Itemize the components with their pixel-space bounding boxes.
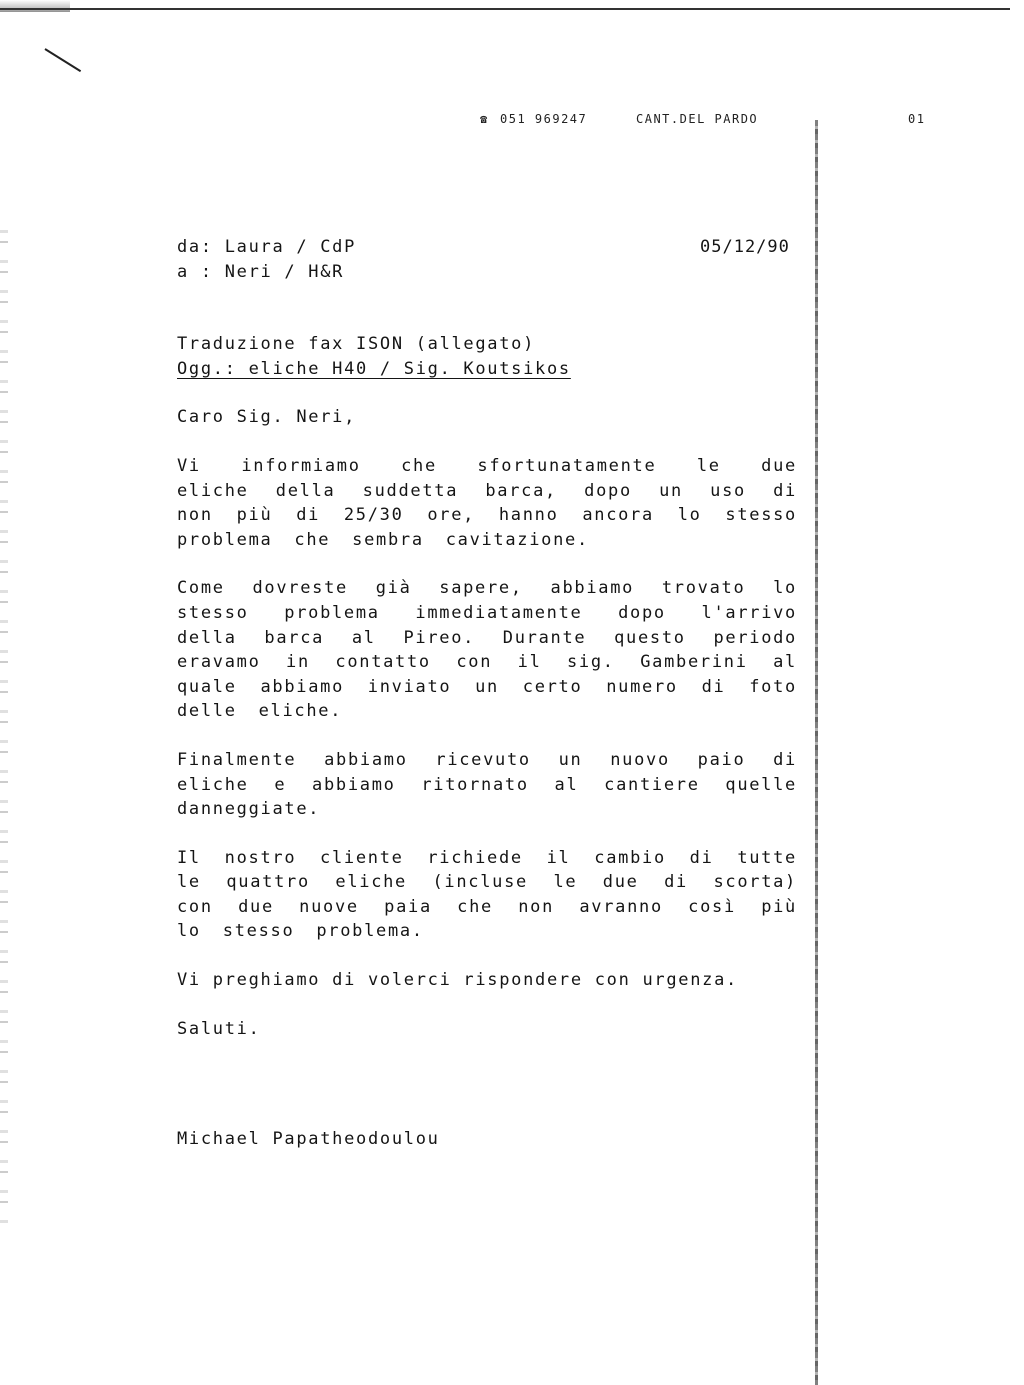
to-line: a : Neri / H&R xyxy=(177,261,345,282)
subject-block xyxy=(177,332,797,381)
paragraph-3: Finalmente abbiamo ricevuto un nuovo paio di eliche e abbiamo ritornato al cantiere quelle danneggiate. xyxy=(177,749,797,820)
salutation: Caro Sig. Neri, xyxy=(177,407,357,428)
scan-edge-left xyxy=(0,230,8,1230)
phone-icon: ☎ xyxy=(480,112,489,126)
paragraph-1: Vi informiamo che sfortunatamente le due eliche della suddetta barca, dopo un uso di non più di 25/30 ore, hanno ancora lo stesso problema che sembra cavitazione. xyxy=(177,455,797,550)
fax-page-number: 01 xyxy=(908,112,926,126)
scan-mark xyxy=(44,48,81,72)
subject-title: Traduzione fax ISON (allegato) xyxy=(177,334,536,355)
scan-edge-right xyxy=(815,120,818,1385)
closing: Saluti. xyxy=(177,1018,261,1039)
fax-top-rule xyxy=(0,8,1010,10)
fax-sender-name: CANT.DEL PARDO xyxy=(636,112,759,126)
from-line: da: Laura / CdP xyxy=(177,237,357,257)
subject-object: Ogg.: eliche H40 / Sig. Koutsikos xyxy=(177,358,571,379)
letter-date: 05/12/90 xyxy=(700,237,790,257)
letter-body xyxy=(177,235,797,1152)
paragraph-4: Il nostro cliente richiede il cambio di tutte le quattro eliche (incluse le due di scorta) con due nuove paia che non avranno così più lo stesso problema. xyxy=(177,847,797,942)
address-block xyxy=(177,235,797,284)
scan-artifact-top-left xyxy=(0,0,70,12)
signature-name: Michael Papatheodoulou xyxy=(177,1129,440,1150)
closing-request: Vi preghiamo di volerci rispondere con urgenza. xyxy=(177,970,738,991)
fax-phone-number: 051 969247 xyxy=(500,112,588,126)
paragraph-2: Come dovreste già sapere, abbiamo trovato lo stesso problema immediatamente dopo l'arrivo della barca al Pireo. Durante questo periodo eravamo in contatto con il sig. Gamberini al quale abbiamo inviato un certo numero di foto delle eliche. xyxy=(177,578,797,722)
